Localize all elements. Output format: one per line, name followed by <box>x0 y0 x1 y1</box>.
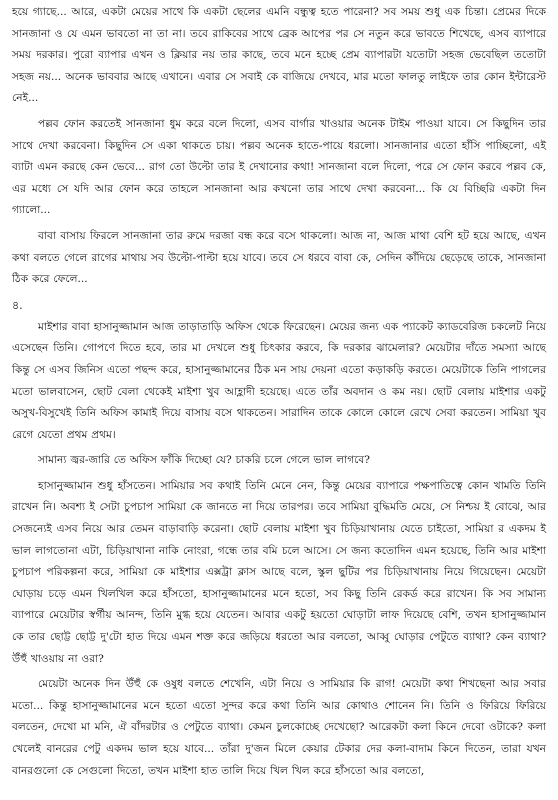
chapter-number: ৪. <box>12 298 23 312</box>
paragraph-4: মাইশার বাবা হাসানুজ্জামান আজ তাড়াতাড়ি অফিস থেকে ফিরেছেন। মেয়ের জন্য এক প্যাকেট ক্যাডবেরিজ চকলেট নিয়ে এসেছেন তিনি। গোপণে দিতে হবে, তার মা দেখলে শুধু চিৎকার করবে, কি দরকার ঝামেলার? মেয়েটার দাঁতে সমস্যা আছে কিন্তু সে এসব জিনিস এতো পছন্দ করে, হাসানুজ্জামানের ঠিক মন সায় দেয়না এতো কড়াকড়ি করতে। মেয়েটাকে তিনি পাগলের মতো ভালবাসেন, ছোট বেলা থেকেই মাইশা খুব আহ্লাদী হয়েছে। এতে তাঁর অবদান ও কম নয়। ছোট বেলায় মাইশার একটু অসুখ-বিসুখেই তিনি অফিস কামাই দিয়ে বাসায় বসে থাকতেন। সারাদিন তাকে কোলে কোলে রেখে সেবা করতেন। সামিয়া খুব রেগে যেতো প্রথম প্রথম। <box>12 320 546 441</box>
paragraph-5: সামান্য জ্বর-জারি তে অফিস ফাঁকি দিচ্ছো যে? চাকরি চলে গেলে ভাল লাগবে? <box>38 454 370 467</box>
paragraph-3: বাবা বাসায় ফিরলে সানজানা তার রুমে দরজা বন্ধ করে বসে থাকলো। আজ না, আজ মাথা বেশি হট হয়ে আছে, এখন কথা বলতে গেলে রাগের মাথায় সব উল্টো-পাল্টা হয়ে যাবে। তবে সে ধরবে বাবা কে, সেদিন কাঁদিয়ে ছেড়েছে তাকে, সানজানা ঠিক করে ফেলে... <box>12 229 546 286</box>
paragraph-2: পল্লব ফোন করতেই সানজানা ধুম করে বলে দিলো, এসব বার্গার খাওয়ার অনেক টাইম পাওয়া যাবে। সে কিছুদিন তার সাথে দেখা করবেনা। কিছুদিন সে একা থাকতে চায়। পল্লব অনেক হাতে-পায়ে ধরলো। সানজানার এতো হাঁসি পাচ্ছিলো, এই ব্যাটা এমন করছে কেন ভেবে... রাগ তো উল্টো তার ই দেখানোর কথা! সানজানা বলে দিলো, পরে সে ফোন করবে পল্লব কে, এর মধ্যে সে যদি আর ফোন করে তাহলে সানজানা আর কখনো তার সাথে দেখা করবেনা... কি যে বিচ্ছিরি একটা দিন গ্যালো... <box>12 117 546 217</box>
paragraph-7: মেয়েটা অনেক দিন উঁহুঁ কে ওষুধ বলতে শেখেনি, এটা নিয়ে ও সামিয়ার কি রাগ! মেয়েটা কথা শিখছেনা আর সবার মতো... কিন্তু হাসানুজ্জামানের মনে হতো এতো সুন্দর করে কথা তিনি আর কোথাও শোনেন নি। তিনি ও ফিরিয়ে ফিরিয়ে বলতেন, দেখো মা মনি, ঐ বাঁদরটার ও পেটুতে ব্যাথা। কেমন চুলকোচ্ছে দেখেছো? আরেকটা কলা কিনে দেবো ওটাকে? কলা খেলেই বানরের পেটু একদম ভাল হয়ে যাবে... তাঁরা দু'জন মিলে কেয়ার টেকার দের কলা-বাদাম কিনে দিতেন, তারা যখন বানরগুলো কে সেগুলো দিতো, তখন মাইশা হাত তালি দিয়ে খিল খিল করে হাঁসতো আর বলতো, <box>12 678 546 777</box>
paragraph-1: হয়ে গ্যাছে... আরে, একটা মেয়ের সাথে কি একটা ছেলের এমনি বন্ধুত্ব হতে পারেনা? সব সময় শুধু এক চিন্তা। প্রেমের দিকে সানজানা ও যে এমন ভাবতো না তা না। তবে রাকিবের সাথে ব্রেক আপের পর সে নতুন করে ভাবতে শিখেছে, এসব ব্যাপারে সময় দরকার। পুরো ব্যাপার এখন ও ক্লিয়ার নয় তার কাছে, তবে মনে হচ্ছে প্রেম ব্যাপারটা যতোটা সহজ ভেবেছিল ততোটা সহজ নয়... অনেক ভাববার আছে এখানে। এবার সে সবাই কে বাজিয়ে দেখবে, মার মতো ফালতু লাইফে তার কোন ইন্টারেস্ট নেই... <box>12 6 546 105</box>
paragraph-6: হাসানুজ্জামান শুধু হাঁসতেন। সামিয়ার সব কথাই তিনি মেনে নেন, কিন্তু মেয়ের ব্যাপারে পক্ষপাতিত্বে কোন খামতি তিনি রাখেন নি। অবশ্য ই সেটা চুপচাপ সামিয়া কে জানতে না দিয়ে তারপর। তবে সামিয়া বুদ্ধিমতি মেয়ে, সে নিশ্চয় ই বোঝে, আর সেজন্যেই এসব নিয়ে আর তেমন বাড়াবাড়ি করেনা। ছোট বেলায় মাইশা খুব চিড়িয়াখানায় যেতে চাইতো, সামিয়া র একদম ই ভাল লাগতোনা এটা, চিড়িয়াখানা নাকি নোংরা, গন্ধে তার বমি চলে আসে। সে জন্য কতোদিন এমন হয়েছে, তিনি আর মাইশা চুপচাপ পরিকল্পনা করে, সামিয়া কে মাইশার এক্সট্রা ক্লাস আছে বলে, স্কুল ছুটির পর চিড়িয়াখানায় নিয়ে গিয়েছেন। মেয়েটা ঘোড়ায় চড়ে এমন খিলখিল করে হাঁসতো, হাসানুজ্জামানের মনে হতো, সব কিছু তিনি রেকর্ড করে রাখেন। কি সব সামান্য ব্যাপারে মেয়েটার স্বর্গীয় আনন্দ, তিনি মুগ্ধ হয়ে যেতেন। আবার একটু হয়তো ঘোড়াটা লাফ দিয়েছে বেশি, তখন হাসানুজ্জামান কে তার ছোট্ট ছোট্ট দু'টো হাত দিয়ে এমন শক্ত করে জড়িয়ে ধরতো আর বলতো, আব্বু ঘোড়ার পেটুতে ব্যাথা? কেন ব্যাথা? উঁহুঁ খাওয়ায় না ওরা? <box>12 479 546 665</box>
